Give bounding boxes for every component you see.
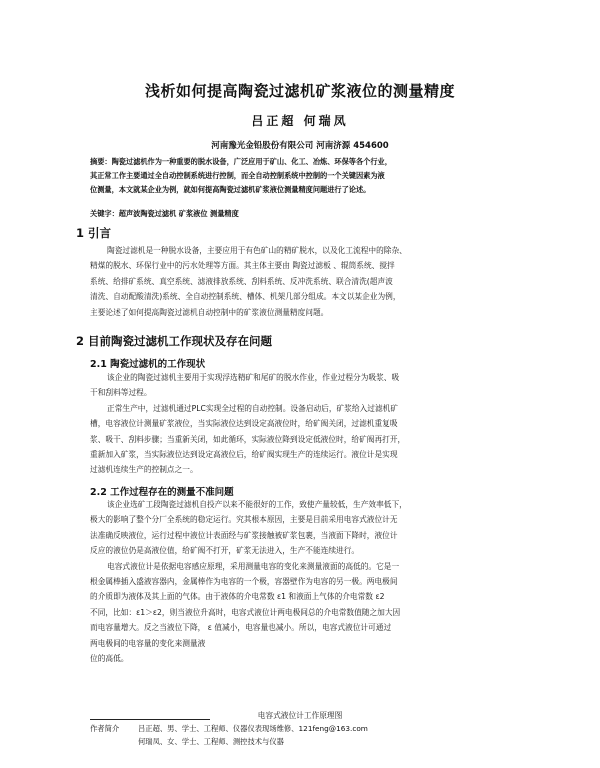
abstract-line: 其正常工作主要通过全自动控制系统进行控制，而全自动控制系统中控制的一个关键因素为液 [90, 170, 385, 180]
body-line: 浆、吸干、刮料步骤；当重新关闭，如此循环，实际液位降到设定低液位时，给矿阀再打开， [90, 434, 406, 444]
body-line: 极大的影响了整个分厂全系统的稳定运行。究其根本原因，主要是目前采用电容式液位计无 [90, 515, 398, 525]
body-line: 系统、给排矿系统、真空系统、滤液排放系统、刮料系统、反冲洗系统、联合清洗(超声波 [90, 276, 393, 286]
body-line: 该企业的陶瓷过滤机主要用于实现浮选精矿和尾矿的脱水作业，作业过程分为吸浆、吸 [107, 373, 400, 382]
subsection-body-2-1 [90, 370, 530, 478]
body-line: 两电极间的电容量的变化来测量液 [90, 638, 206, 648]
footnote-label: 作者简介 [90, 724, 120, 733]
body-line: 不同，比如：ε1＞ε2，则当液位升高时，电容式液位计两电极间总的介电常数值随之加大因 [90, 607, 401, 617]
body-line: 的介质即为液体及其上面的气体。由于液体的介电常数 ε1 和液面上气体的介电常数 ε2 [90, 592, 385, 602]
body-line: 主要论述了如何提高陶瓷过滤机自动控制中的矿浆液位测量精度问题。 [90, 307, 329, 317]
abstract [90, 155, 520, 196]
footnote-line: 吕正超、男、学士、工程师、仪器仪表现场维修、121feng@163.com [138, 724, 368, 733]
figure-caption: 电容式液位计工作原理图 [257, 711, 343, 720]
body-line: 该企业选矿工段陶瓷过滤机自投产以来不能很好的工作，致使产量较低，生产效率低下， [107, 500, 407, 509]
body-line: 根金属棒插入盛液容器内，金属棒作为电容的一个极，容器壁作为电容的另一极。两电极间 [90, 577, 398, 587]
author-affiliation: 河南豫光金铅股份有限公司 河南济源 454600 [211, 141, 389, 151]
body-line: 陶瓷过滤机是一种脱水设备，主要应用于有色矿山的精矿脱水，以及化工流程中的除杂、 [107, 246, 407, 255]
footnote-divider [90, 719, 210, 720]
footnote-line: 何瑞凤、女、学士、工程师、测控技术与仪器 [138, 737, 284, 746]
body-line: 法准确反映液位，运行过程中液位计表面经与矿浆接触被矿浆包裹，当液面下降时，液位计 [90, 530, 398, 540]
body-line: 重新加入矿浆，当实际液位达到设定高液位后，给矿阀实现生产的连续运行。液位计是实现 [90, 450, 398, 460]
body-line: 清洗、自动配酸清洗)系统、全自动控制系统、槽体、机架几部分组成。本文以某企业为例， [90, 292, 401, 302]
body-line: 干和刮料等过程。 [90, 388, 152, 398]
body-line: 而电容量增大。反之当液位下降， ε 值减小，电容量也减小。所以，电容式液位计可通过 [90, 623, 392, 633]
body-line: 槽，电容液位计测量矿浆液位，当实际液位达到设定高液位时，给矿阀关闭，过滤机重复吸 [90, 419, 398, 429]
body-line: 反应的液位仍是高液位值，给矿阀不打开，矿浆无法进入，生产不能连续进行。 [90, 546, 360, 556]
paper-authors: 吕正超 何瑞凤 [251, 114, 349, 128]
body-line: 电容式液位计是依据电容感应原理，采用测量电容的变化来测量液面的高低的。它是一 [107, 561, 400, 571]
section-heading-current-status: 2 目前陶瓷过滤机工作现状及存在问题 [76, 334, 273, 348]
subsection-body-2-2 [90, 497, 530, 666]
subsection-heading-2-2: 2.2 工作过程存在的测量不准问题 [90, 487, 234, 498]
body-line: 精煤的脱水、环保行业中的污水处理等方面。其主体主要由 陶瓷过滤板 、辊筒系统、搅拌 [90, 261, 395, 271]
keywords: 关键字：超声波陶瓷过滤机 矿浆液位 测量精度 [90, 209, 239, 218]
paper-title: 浅析如何提高陶瓷过滤机矿浆液位的测量精度 [144, 82, 455, 100]
body-line: 正常生产中，过滤机通过PLC实现全过程的自动控制。设备启动后，矿浆给入过滤机矿 [107, 403, 399, 413]
section-heading-introduction: 1 引言 [76, 226, 112, 240]
section-body-introduction [90, 243, 530, 320]
abstract-line: 位测量，本文就某企业为例，就如何提高陶瓷过滤机矿浆液位测量精度问题进行了论述。 [90, 184, 371, 194]
abstract-line: 摘要：陶瓷过滤机作为一种重要的脱水设备，广泛应用于矿山、化工、冶炼、环保等各个行业， [90, 157, 392, 166]
body-line: 位的高低。 [90, 654, 129, 664]
body-line: 过滤机连续生产的控制点之一。 [90, 465, 198, 475]
subsection-heading-2-1: 2.1 陶瓷过滤机的工作现状 [90, 359, 206, 370]
